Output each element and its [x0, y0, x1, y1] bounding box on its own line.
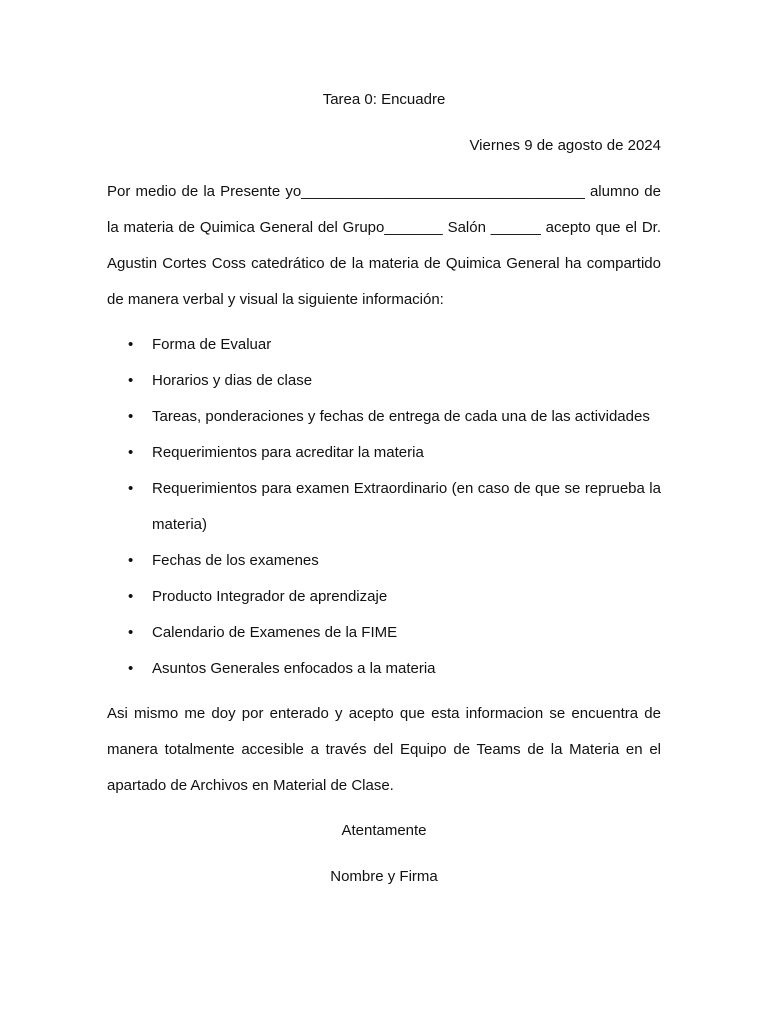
- list-item-text: Horarios y dias de clase: [152, 372, 313, 389]
- list-item: [107, 615, 661, 651]
- document-date: Viernes 9 de agosto de 2024: [469, 137, 661, 154]
- bullet-icon: •: [128, 552, 134, 569]
- list-item-text: Fechas de los examenes: [152, 552, 319, 569]
- topics-list: [107, 327, 661, 687]
- list-item-text: Calendario de Examenes de la FIME: [152, 624, 398, 641]
- bullet-icon: •: [128, 480, 134, 497]
- bullet-icon: •: [128, 444, 134, 461]
- list-item: [107, 327, 661, 363]
- list-item: [107, 579, 661, 615]
- list-item: [107, 651, 661, 687]
- list-item-text: Requerimientos para examen Extraordinario (en caso de que se reprueba la materia): [152, 480, 661, 533]
- list-item: [107, 399, 661, 435]
- bullet-icon: •: [128, 660, 134, 677]
- document-title: Tarea 0: Encuadre: [322, 91, 446, 108]
- bullet-icon: •: [128, 588, 134, 605]
- bullet-icon: •: [128, 336, 134, 353]
- intro-paragraph: Por medio de la Presente yo__________________________________ alumno de la materia de Quimica General del Grupo_______ Salón ______ acepto que el Dr. Agustin Cortes Coss catedrático de la materia de Quimica General ha compartido de manera verbal y visual la siguiente información:: [107, 183, 661, 308]
- list-item-text: Producto Integrador de aprendizaje: [152, 588, 388, 605]
- list-item: [107, 363, 661, 399]
- bullet-icon: •: [128, 624, 134, 641]
- sign-off: Atentamente: [341, 822, 427, 839]
- bullet-icon: •: [128, 408, 134, 425]
- list-item: [107, 435, 661, 471]
- list-item: [107, 471, 661, 543]
- list-item: [107, 543, 661, 579]
- list-item-text: Tareas, ponderaciones y fechas de entrega de cada una de las actividades: [152, 408, 650, 425]
- list-item-text: Forma de Evaluar: [152, 336, 272, 353]
- bullet-icon: •: [128, 372, 134, 389]
- signature-label: Nombre y Firma: [330, 868, 438, 885]
- list-item-text: Requerimientos para acreditar la materia: [152, 444, 424, 461]
- closing-paragraph: Asi mismo me doy por enterado y acepto que esta informacion se encuentra de manera totalmente accesible a través del Equipo de Teams de la Materia en el apartado de Archivos en Material de Clase.: [107, 705, 661, 794]
- list-item-text: Asuntos Generales enfocados a la materia: [152, 660, 436, 677]
